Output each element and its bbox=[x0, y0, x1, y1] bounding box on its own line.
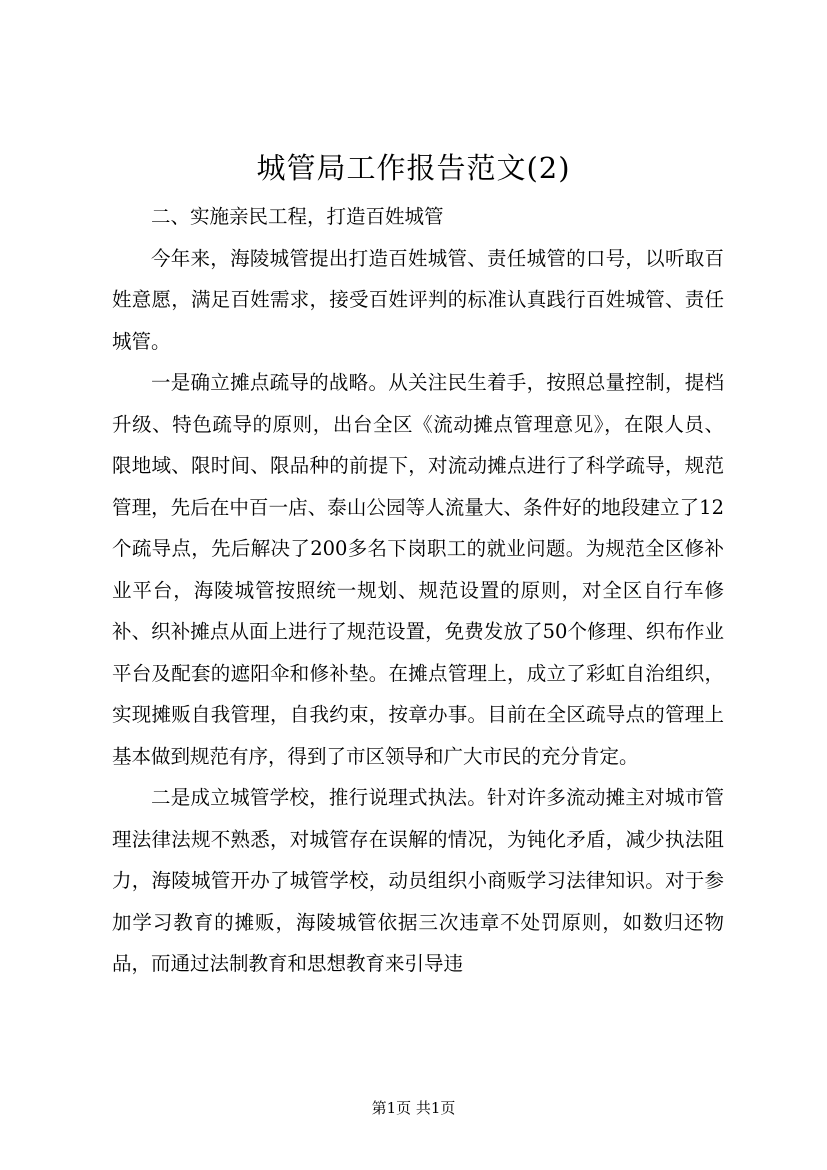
paragraph-intro: 今年来，海陵城管提出打造百姓城管、责任城管的口号，以听取百姓意愿，满足百姓需求，接受百姓评判的标准认真践行百姓城管、责任城管。 bbox=[112, 246, 724, 353]
page-footer: 第1页 共1页 bbox=[371, 1099, 456, 1117]
paragraph-stall-guidance: 一是确立摊点疏导的战略。从关注民生着手，按照总量控制，提档升级、特色疏导的原则，出台全区《流动摊点管理意见》，在限人员、限地域、限时间、限品种的前提下，对流动摊点进行了科学疏导，规范管理，先后在中百一店、泰山公园等人流量大、条件好的地段建立了12个疏导点，先后解决了200多名下岗职工的就业问题。为规范全区修补业平台，海陵城管按照统一规划、规范设置的原则，对全区自行车修补、织补摊点从面上进行了规范设置，免费发放了50个修理、织布作业平台及配套的遮阳伞和修补垫。在摊点管理上，成立了彩虹自治组织，实现摊贩自我管理，自我约束，按章办事。目前在全区疏导点的管理上基本做到规范有序，得到了市区领导和广大市民的充分肯定。 bbox=[112, 371, 724, 768]
paragraph-city-school: 二是成立城管学校，推行说理式执法。针对许多流动摊主对城市管理法律法规不熟悉，对城管存在误解的情况，为钝化矛盾，减少执法阻力，海陵城管开办了城管学校，动员组织小商贩学习法律知识。对于参加学习教育的摊贩，海陵城管依据三次违章不处罚原则，如数归还物品，而通过法制教育和思想教育来引导违 bbox=[112, 786, 724, 975]
document-title: 城管局工作报告范文(2) bbox=[256, 151, 571, 185]
document-body bbox=[112, 196, 724, 985]
section-heading: 二、实施亲民工程，打造百姓城管 bbox=[151, 205, 444, 228]
